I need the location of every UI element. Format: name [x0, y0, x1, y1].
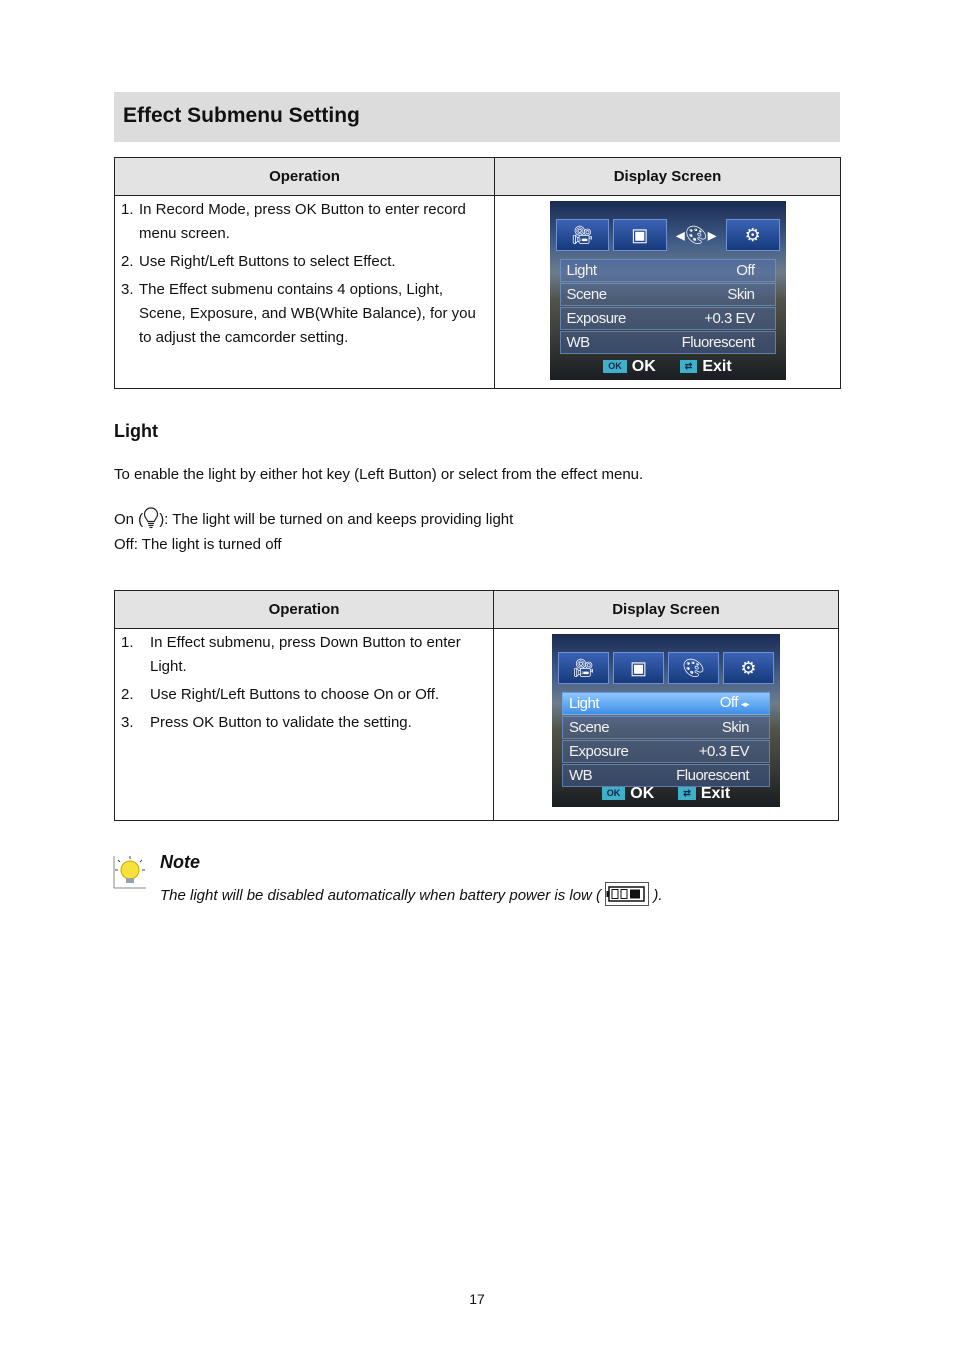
return-key-icon: ⇄	[680, 360, 698, 373]
column-header-operation: Operation	[115, 591, 494, 629]
page-number: 17	[469, 1291, 485, 1307]
note-lightbulb-icon	[113, 855, 147, 889]
section-title: Effect Submenu Setting	[123, 104, 360, 127]
step-item: 3. The Effect submenu contains 4 options, Light, Scene, Exposure, and WB(White Balance), for you to adjust the camcorder setting.	[121, 281, 476, 346]
menu-rows	[560, 259, 776, 355]
step-item: 2. Use Right/Left Buttons to choose On or Off.	[121, 686, 440, 703]
step-item: 1. In Effect submenu, press Down Button to enter Light.	[121, 634, 461, 675]
operation-cell	[115, 629, 494, 821]
left-right-arrow-icon: ◂▸	[740, 699, 749, 709]
effect-palette-icon: ◂🎨︎▸	[675, 225, 717, 245]
step-item: 3. Press OK Button to validate the setting.	[121, 714, 412, 731]
section-header	[114, 92, 840, 142]
menu-row-wb: WB Fluorescent	[560, 331, 776, 354]
menu-row-wb: WB Fluorescent	[562, 764, 770, 787]
subsection-title-light: Light	[114, 421, 158, 441]
menu-row-scene: Scene Skin	[560, 283, 776, 306]
ok-key-icon: OK	[603, 360, 627, 373]
operation-cell	[115, 196, 495, 389]
video-camera-icon: 🎥︎	[556, 219, 610, 251]
light-bulb-icon	[143, 507, 159, 529]
ok-hint: OK OK	[603, 355, 656, 379]
menu-row-light: Light Off ◂▸	[562, 692, 770, 715]
operation-table-1	[114, 157, 841, 389]
step-item: 1. In Record Mode, press OK Button to enter record menu screen.	[121, 201, 466, 242]
settings-gear-icon: ⚙	[723, 652, 774, 684]
display-cell	[494, 629, 839, 821]
menu-tab-bar	[556, 219, 780, 251]
battery-low-icon	[605, 882, 649, 906]
menu-row-light: Light Off	[560, 259, 776, 282]
effect-palette-icon: 🎨︎	[668, 652, 719, 684]
menu-rows	[562, 692, 770, 788]
step-item: 2. Use Right/Left Buttons to select Effect.	[121, 253, 396, 270]
menu-row-exposure: Exposure +0.3 EV	[560, 307, 776, 330]
video-camera-icon: 🎥︎	[558, 652, 609, 684]
screen-footer	[550, 357, 786, 377]
settings-gear-icon: ⚙	[726, 219, 780, 251]
operation-table-2	[114, 590, 839, 821]
screen-footer	[552, 784, 780, 804]
column-header-operation: Operation	[115, 158, 495, 196]
note-title: Note	[160, 852, 200, 872]
ok-key-icon: OK	[602, 787, 626, 800]
exit-hint: ⇄ Exit	[678, 782, 730, 806]
camera-screen-image	[552, 634, 780, 807]
display-cell	[495, 196, 841, 389]
camera-icon: ▣	[613, 652, 664, 684]
menu-row-exposure: Exposure +0.3 EV	[562, 740, 770, 763]
note-text: The light will be disabled automatically when battery power is low ( ).	[160, 882, 663, 906]
camera-screen-image	[550, 201, 786, 380]
return-key-icon: ⇄	[678, 787, 696, 800]
column-header-display: Display Screen	[494, 591, 839, 629]
column-header-display: Display Screen	[495, 158, 841, 196]
light-off-text: Off: The light is turned off	[114, 536, 282, 553]
light-intro-text: To enable the light by either hot key (Left Button) or select from the effect menu.	[114, 466, 644, 483]
ok-hint: OK OK	[602, 782, 655, 806]
exit-hint: ⇄ Exit	[680, 355, 732, 379]
menu-tab-bar	[558, 652, 774, 684]
step-list	[121, 631, 489, 735]
camera-icon: ▣	[613, 219, 667, 251]
menu-row-scene: Scene Skin	[562, 716, 770, 739]
step-list	[121, 198, 490, 350]
light-on-text: On ( ): The light will be turned on and keeps providing light	[114, 507, 513, 530]
